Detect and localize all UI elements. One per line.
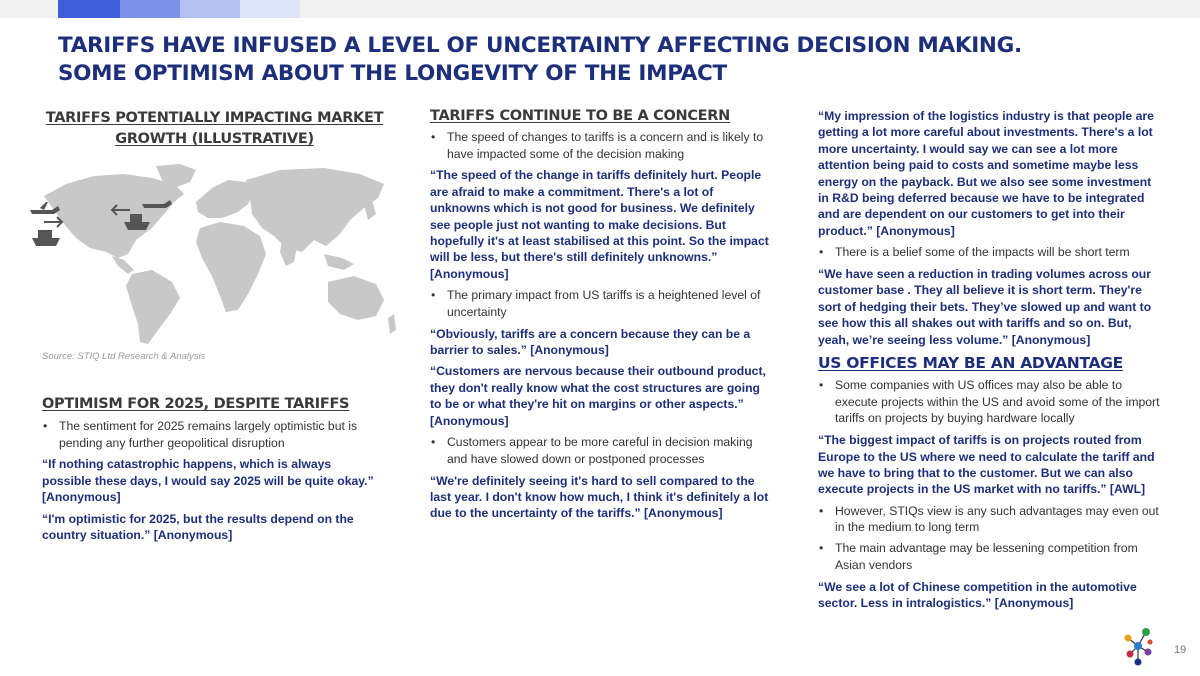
map-se-asia [324, 254, 354, 270]
ship-icon [32, 230, 60, 246]
map-source: Source: STIQ Ltd Research & Analysis [42, 351, 206, 362]
right-quote-2: “We have seen a reduction in trading volumes across our customer base . They all believe it is short term. They're sort of hedging their bets. They’ve slowed up and want to see how this all shakes out with tariffs and so on. But, yeah, we’re seeing less volume.” [Anonymous] [818, 266, 1152, 347]
map-asia [246, 168, 384, 252]
concern-bullet-2: • The primary impact from US tariffs is a heightened level of uncertainty [430, 287, 772, 320]
company-logo [1120, 624, 1160, 670]
concern-quote-3: “Customers are nervous because their outbound product, they don't really know what the cost structures are going to be or what they're hit on margins or other aspects.” [Anonymous] [430, 364, 766, 428]
left-column [42, 108, 387, 150]
map-heading-line-2: GROWTH (ILLUSTRATIVE) [115, 131, 314, 147]
right-bullet-1: • There is a belief some of the impacts will be short term [818, 244, 1160, 261]
top-bar [0, 0, 1200, 18]
map-heading [42, 108, 387, 150]
map-europe [196, 180, 254, 218]
page-title [58, 32, 1058, 88]
concern-quote-4: “We're definitely seeing it's hard to sell compared to the last year. I don't know how much, I think it's definitely a lot due to the uncertainty of the tariffs.” [Anonymous] [430, 473, 769, 521]
right-quote-4: “We see a lot of Chinese competition in the automotive sector. Less in intralogistics.” [Anonymous] [818, 579, 1137, 610]
optimism-bullet-1: • The sentiment for 2025 remains largely optimistic but is pending any further geopolitical disruption [42, 418, 382, 451]
optimism-heading: OPTIMISM FOR 2025, DESPITE TARIFFS [42, 396, 350, 412]
middle-column [430, 108, 772, 522]
map-central-america [112, 256, 134, 274]
optimism-quote-2: “I'm optimistic for 2025, but the results depend on the country situation.” [Anonymous] [42, 511, 354, 543]
top-bar-segment-3 [180, 0, 240, 18]
page-number: 19 [1174, 644, 1187, 656]
right-column [818, 108, 1160, 611]
right-bullet-4: • The main advantage may be lessening competition from Asian vendors [818, 540, 1160, 573]
optimism-section [42, 396, 382, 543]
title-line-2: SOME OPTIMISM ABOUT THE LONGEVITY OF THE IMPACT [58, 61, 727, 86]
top-bar-segment-1 [58, 0, 120, 18]
concern-quote-1: “The speed of the change in tariffs definitely hurt. People are afraid to make a commitment. There's a lot of unknowns which is not good for business. We definitely see people just not wanting to make decisions. But hopefully it's at least stabilised at this point. So the impact will be less, but there's still definitely unknowns.” [Anonymous] [430, 168, 769, 281]
concern-heading: TARIFFS CONTINUE TO BE A CONCERN [430, 108, 730, 124]
top-bar-segment-4 [240, 0, 300, 18]
map-south-america [126, 270, 180, 344]
concern-bullet-3: • Customers appear to be more careful in decision making and have slowed down or postponed processes [430, 434, 772, 467]
right-bullet-2: • Some companies with US offices may also be able to execute projects within the US and avoid some of the import tariffs on projects by buying hardware locally [818, 377, 1160, 427]
map-new-zealand [388, 314, 396, 334]
map-australia [328, 276, 384, 320]
concern-quote-2: “Obviously, tariffs are a concern because they can be a barrier to sales.” [Anonymous] [430, 326, 751, 358]
map-north-america [44, 174, 184, 258]
top-bar-segment-2 [120, 0, 180, 18]
map-africa [196, 222, 266, 312]
map-heading-line-1: TARIFFS POTENTIALLY IMPACTING MARKET [45, 110, 384, 126]
right-quote-1: “My impression of the logistics industry is that people are getting a lot more careful about investments. There's a lot more uncertainty. I would say we can see a lot more attention being paid to costs and sometime maybe less energy on the payback. But we also see some investment in R&D being deferred because we have to be integrated and are dependent on our customers to get into their product.” [Anonymous] [818, 109, 1154, 238]
us-offices-heading: US OFFICES MAY BE AN ADVANTAGE [818, 353, 1123, 372]
world-map [24, 158, 404, 350]
arrow-right-icon [44, 217, 62, 227]
title-line-1: TARIFFS HAVE INFUSED A LEVEL OF UNCERTAINTY AFFECTING DECISION MAKING. [58, 33, 1022, 58]
right-bullet-3: • However, STIQs view is any such advantages may even out in the medium to long term [818, 503, 1160, 536]
concern-bullet-1: • The speed of changes to tariffs is a concern and is likely to have impacted some of the decision making [430, 129, 772, 162]
map-india [280, 240, 298, 266]
optimism-quote-1: “If nothing catastrophic happens, which is always possible these days, I would say 2025 will be quite okay.” [Anonymous] [42, 457, 374, 505]
right-quote-3: “The biggest impact of tariffs is on projects routed from Europe to the US where we need to calculate the tariff and we have to bring that to the customer. But we can also execute projects in the US market with no tariffs.” [AWL] [818, 433, 1155, 497]
